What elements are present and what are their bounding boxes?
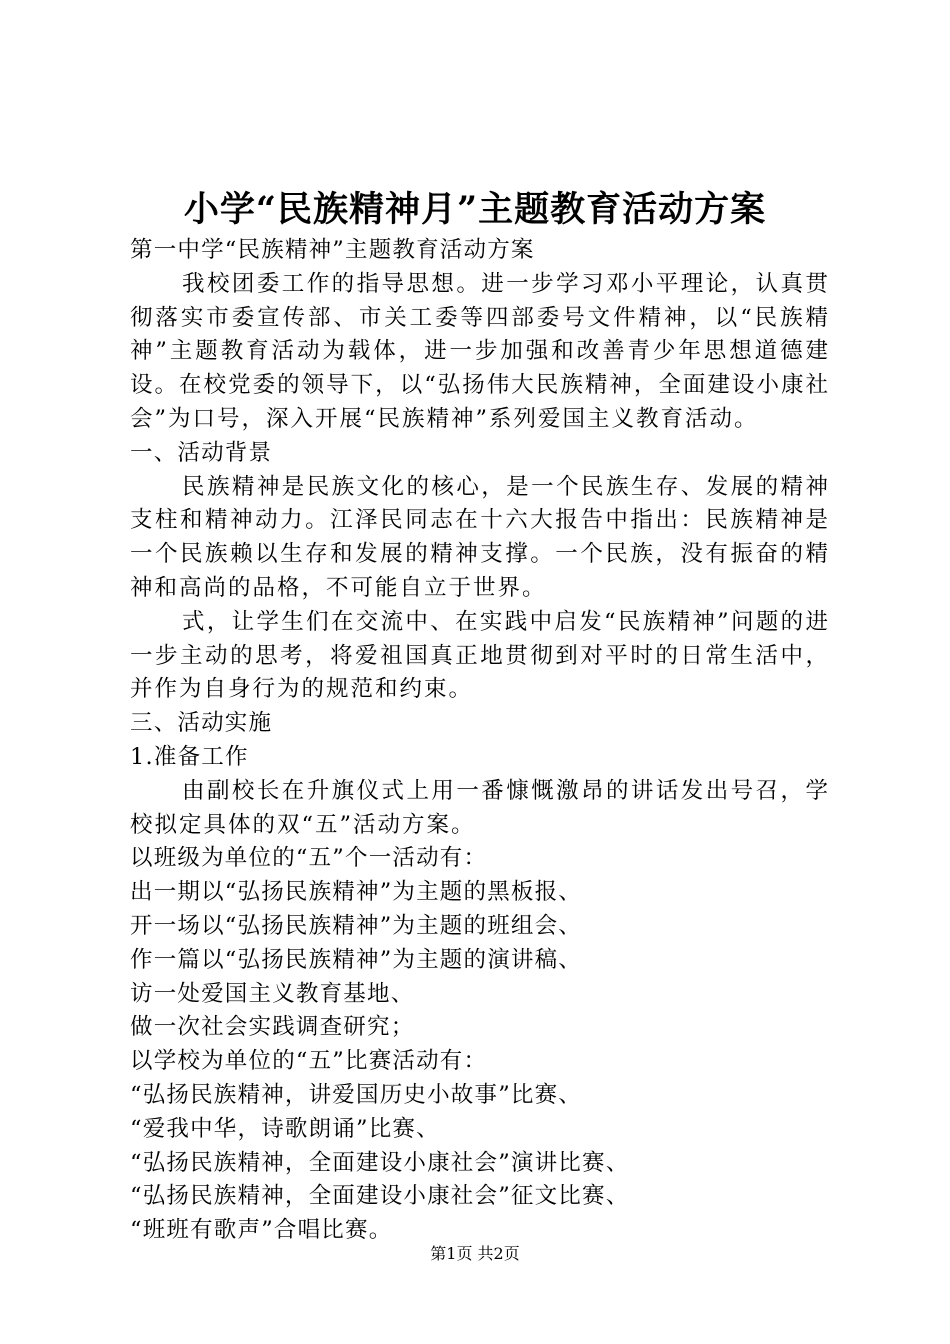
list-intro-class-activities: 以班级为单位的“五”个一活动有： — [130, 845, 488, 872]
list-item: “弘扬民族精神，全面建设小康社会”演讲比赛、 — [130, 1149, 630, 1176]
paragraph-background: 民族精神是民族文化的核心，是一个民族生存、发展的精神支柱和精神动力。江泽民同志在十六大报告中指出：民族精神是一个民族赖以生存和发展的精神支撑。一个民族，没有振奋的精神和高尚的品格，不可能自立于世界。 — [130, 473, 830, 601]
list-item: 出一期以“弘扬民族精神”为主题的黑板报、 — [130, 879, 583, 906]
list-item: 做一次社会实践调查研究； — [130, 1014, 415, 1041]
list-item: 作一篇以“弘扬民族精神”为主题的演讲稿、 — [130, 946, 583, 973]
page-footer: 第1页 共2页 — [430, 1244, 520, 1263]
list-item: 访一处爱国主义教育基地、 — [130, 980, 415, 1007]
list-item: 开一场以“弘扬民族精神”为主题的班组会、 — [130, 912, 583, 939]
paragraph-preparation: 由副校长在升旗仪式上用一番慷慨激昂的讲话发出号召，学校拟定具体的双“五”活动方案。 — [130, 777, 830, 838]
paragraph-subtitle: 第一中学“民族精神”主题教育活动方案 — [130, 237, 535, 263]
list-item: “弘扬民族精神，全面建设小康社会”征文比赛、 — [130, 1183, 630, 1210]
list-intro-school-contests: 以学校为单位的“五”比赛活动有： — [130, 1048, 488, 1075]
list-item: “爱我中华，诗歌朗诵”比赛、 — [130, 1115, 440, 1142]
paragraph-guiding-thought: 我校团委工作的指导思想。进一步学习邓小平理论，认真贯彻落实市委宣传部、市关工委等四部委号文件精神，以“民族精神”主题教育活动为载体，进一步加强和改善青少年思想道德建设。在校党委的领导下，以“弘扬伟大民族精神，全面建设小康社会”为口号，深入开展“民族精神”系列爱国主义教育活动。 — [130, 270, 830, 432]
list-item: “弘扬民族精神，讲爱国历史小故事”比赛、 — [130, 1081, 583, 1108]
section-heading-implementation: 三、活动实施 — [130, 710, 273, 737]
subheading-preparation: 1.准备工作 — [130, 743, 249, 770]
list-item: “班班有歌声”合唱比赛。 — [130, 1217, 393, 1244]
paragraph-format: 式，让学生们在交流中、在实践中启发“民族精神”问题的进一步主动的思考，将爱祖国真正地贯彻到对平时的日常生活中，并作为自身行为的规范和约束。 — [130, 608, 830, 703]
document-body — [130, 234, 830, 1248]
section-heading-background: 一、活动背景 — [130, 439, 273, 466]
document-title: 小学“民族精神月”主题教育活动方案 — [183, 189, 767, 230]
